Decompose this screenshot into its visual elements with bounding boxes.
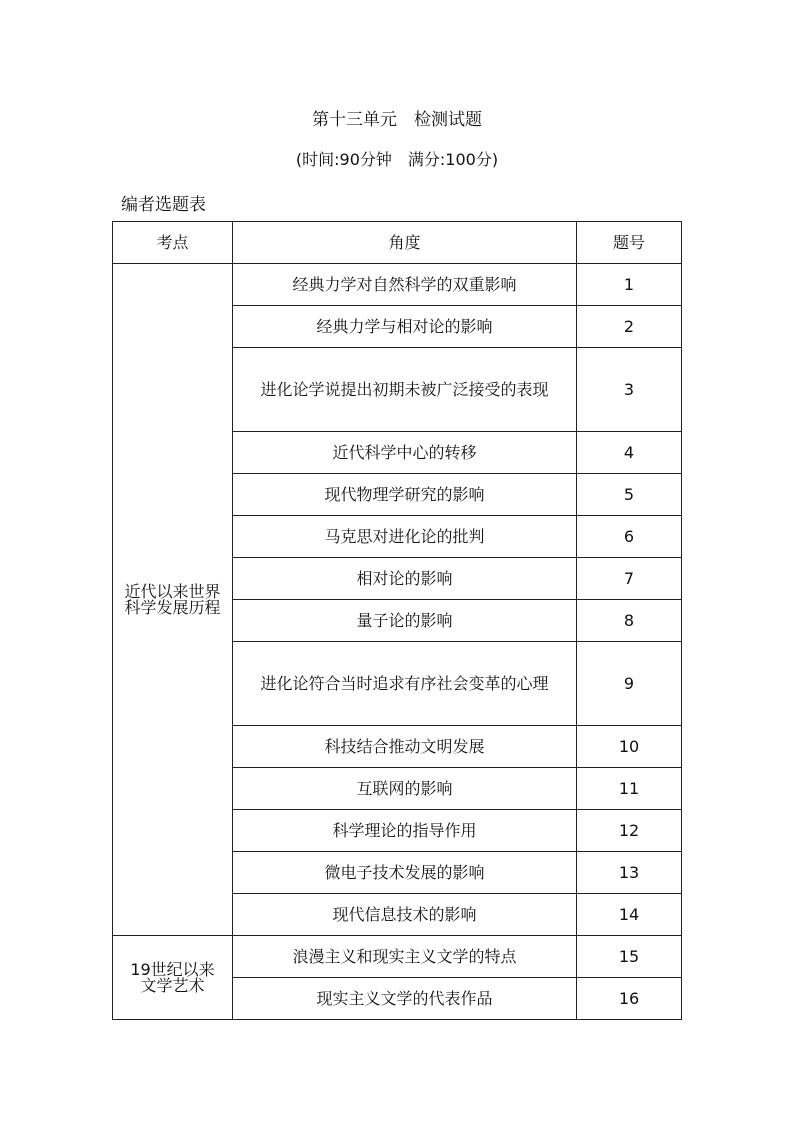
- topic-label: 近代以来世界科学发展历程: [124, 581, 221, 617]
- angle-cell: 相对论的影响: [233, 558, 577, 600]
- number-cell: 2: [577, 306, 682, 348]
- header-topic: 考点: [113, 222, 233, 264]
- number-cell: 10: [577, 726, 682, 768]
- number-cell: 6: [577, 516, 682, 558]
- angle-cell: 进化论学说提出初期未被广泛接受的表现: [233, 348, 577, 432]
- table-caption: 编者选题表: [121, 195, 206, 215]
- angle-cell: 量子论的影响: [233, 600, 577, 642]
- header-number: 题号: [577, 222, 682, 264]
- table-header-row: [113, 222, 682, 264]
- angle-cell: 科技结合推动文明发展: [233, 726, 577, 768]
- angle-cell: 浪漫主义和现实主义文学的特点: [233, 936, 577, 978]
- angle-cell: 现代信息技术的影响: [233, 894, 577, 936]
- angle-cell: 经典力学与相对论的影响: [233, 306, 577, 348]
- table-row: [113, 936, 682, 978]
- exam-info: (时间:90分钟 满分:100分): [295, 150, 499, 169]
- number-cell: 11: [577, 768, 682, 810]
- angle-cell: 微电子技术发展的影响: [233, 852, 577, 894]
- number-cell: 8: [577, 600, 682, 642]
- angle-cell: 进化论符合当时追求有序社会变革的心理: [233, 642, 577, 726]
- angle-cell: 马克思对进化论的批判: [233, 516, 577, 558]
- number-cell: 15: [577, 936, 682, 978]
- number-cell: 14: [577, 894, 682, 936]
- number-cell: 4: [577, 432, 682, 474]
- number-cell: 7: [577, 558, 682, 600]
- angle-cell: 经典力学对自然科学的双重影响: [233, 264, 577, 306]
- topic-label: 19世纪以来文学艺术: [130, 959, 215, 995]
- page-title: 第十三单元 检测试题: [312, 110, 482, 130]
- number-cell: 16: [577, 978, 682, 1020]
- number-cell: 5: [577, 474, 682, 516]
- number-cell: 9: [577, 642, 682, 726]
- question-selection-table: [112, 221, 682, 1020]
- number-cell: 3: [577, 348, 682, 432]
- angle-cell: 现代物理学研究的影响: [233, 474, 577, 516]
- topic-cell: [113, 264, 233, 936]
- angle-cell: 科学理论的指导作用: [233, 810, 577, 852]
- topic-cell: [113, 936, 233, 1020]
- number-cell: 12: [577, 810, 682, 852]
- angle-cell: 近代科学中心的转移: [233, 432, 577, 474]
- header-angle: 角度: [233, 222, 577, 264]
- angle-cell: 互联网的影响: [233, 768, 577, 810]
- table-row: [113, 264, 682, 306]
- number-cell: 1: [577, 264, 682, 306]
- angle-cell: 现实主义文学的代表作品: [233, 978, 577, 1020]
- number-cell: 13: [577, 852, 682, 894]
